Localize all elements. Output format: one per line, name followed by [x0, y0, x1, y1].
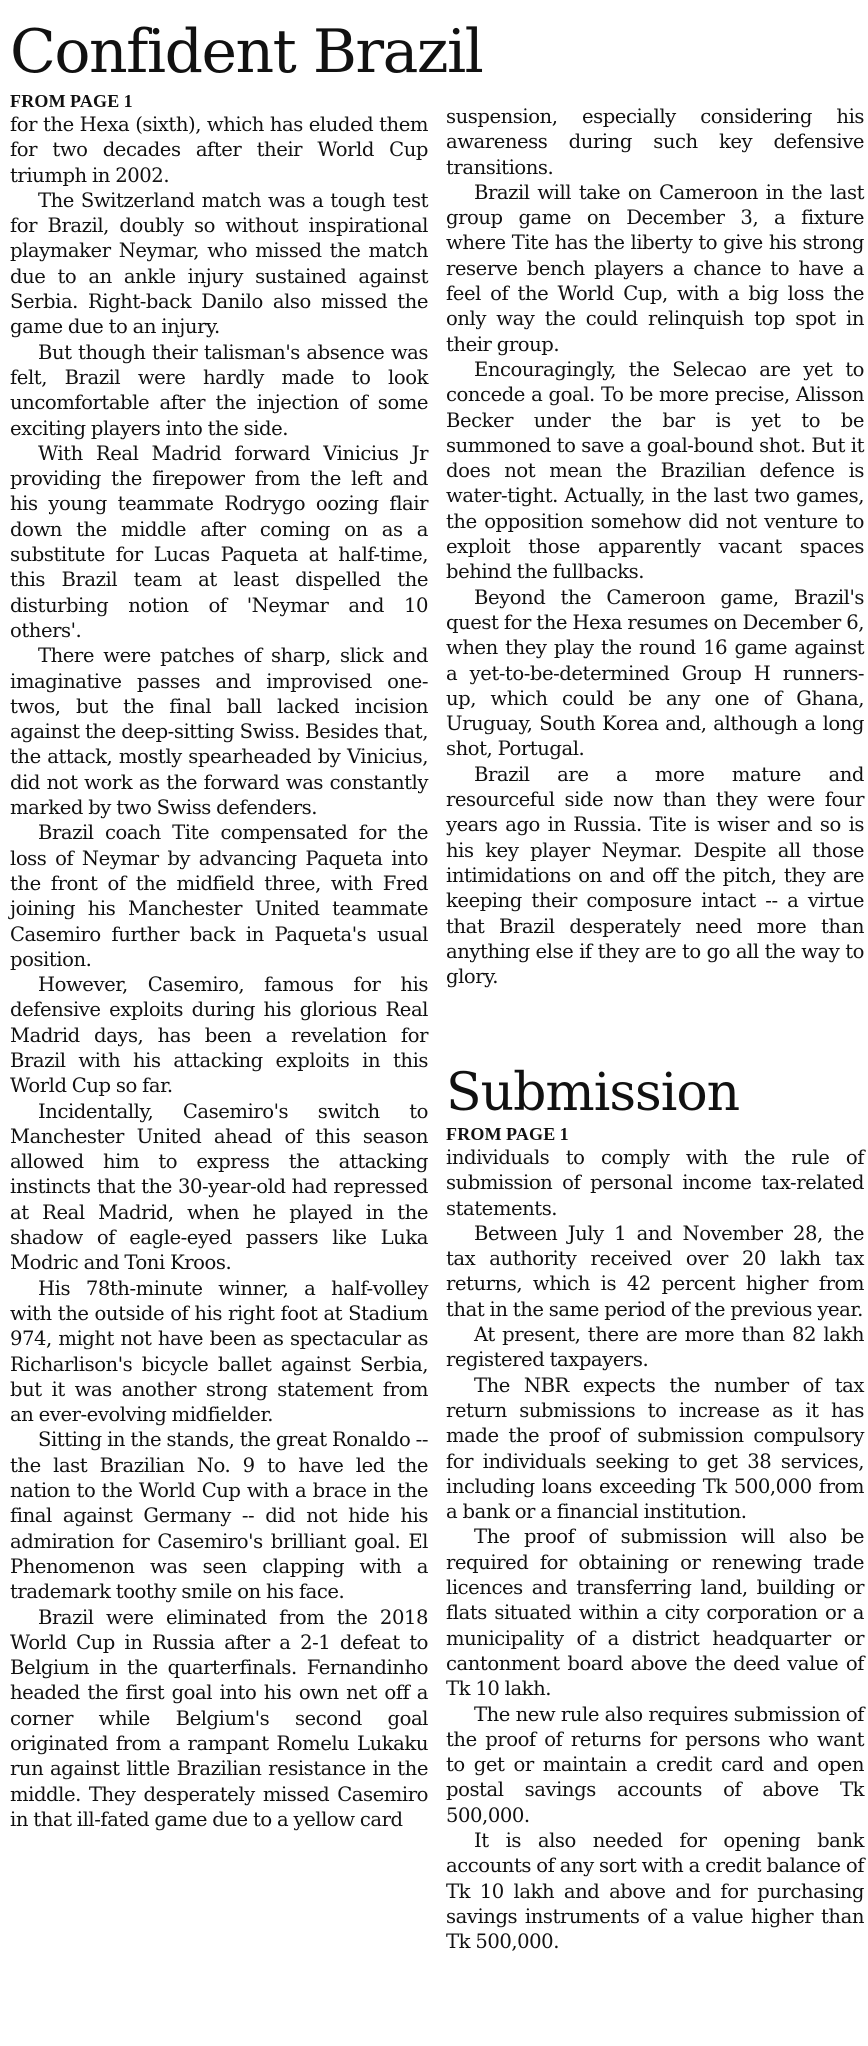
paragraph: His 78th-minute winner, a half-volley with the outside of his right foot at Stadium 974, might not have been as spectacular as Richarlison's bicycle ballet against Serbia, but it was another strong statement from an ever-evolving midfielder.	[10, 1276, 428, 1427]
headline-submission: Submission	[446, 1063, 740, 1123]
paragraph: The new rule also requires submission of the proof of returns for persons who want to get or maintain a credit card and open postal savings accounts of above Tk 500,000.	[446, 1702, 864, 1827]
paragraph: Incidentally, Casemiro's switch to Manchester United ahead of this season allowed him to express the attacking instincts that the 30-year-old had repressed at Real Madrid, when he played in the shadow of eagle-eyed passers like Luka Modric and Toni Kroos.	[10, 1099, 428, 1275]
paragraph: The proof of submission will also be required for obtaining or renewing trade licences and transferring land, building or flats situated within a city corporation or a municipality of a district headquarter or cantonment board above the deed value of Tk 10 lakh.	[446, 1525, 864, 1701]
paragraph: Between July 1 and November 28, the tax authority received over 20 lakh tax returns, which is 42 percent higher from that in the same period of the previous year.	[446, 1221, 864, 1321]
paragraph: With Real Madrid forward Vinicius Jr providing the firepower from the left and his young teammate Rodrygo oozing flair down the middle after coming on as a substitute for Lucas Paqueta at half-time, this Brazil team at least dispelled the disturbing notion of 'Neymar and 10 others'.	[10, 441, 428, 642]
paragraph: Beyond the Cameroon game, Brazil's quest for the Hexa resumes on December 6, when they play the round 16 game against a yet-to-be-determined Group H runners-up, which could be any one of Ghana, Uruguay, South Korea and, although a long shot, Portugal.	[446, 585, 864, 761]
paragraph: Sitting in the stands, the great Ronaldo -- the last Brazilian No. 9 to have led the nation to the World Cup with a brace in the final against Germany -- did not hide his admiration for Casemiro's brilliant goal. El Phenomenon was seen clapping with a trademark toothy smile on his face.	[10, 1428, 428, 1604]
paragraph: individuals to comply with the rule of submission of personal income tax-related statements.	[446, 1146, 864, 1220]
paragraph: The NBR expects the number of tax return submissions to increase as it has made the proof of submission compulsory for individuals seeking to get 38 services, including loans exceeding Tk 500,000 from a bank or a financial institution.	[446, 1373, 864, 1524]
jump-kicker: FROM PAGE 1	[10, 91, 133, 111]
paragraph: The Switzerland match was a tough test for Brazil, doubly so without inspirational playmaker Neymar, who missed the match due to an ankle injury sustained against Serbia. Right-back Danilo also missed the game due to an injury.	[10, 188, 428, 339]
headline-confident-brazil: Confident Brazil	[10, 17, 483, 87]
jump-kicker: FROM PAGE 1	[446, 1124, 569, 1144]
paragraph: Brazil will take on Cameroon in the last group game on December 3, a fixture where Tite has the liberty to give his strong reserve bench players a chance to have a feel of the World Cup, with a big loss the only way the could relinquish top spot in their group.	[446, 180, 864, 356]
paragraph: But though their talisman's absence was felt, Brazil were hardly made to look uncomfortable after the injection of some exciting players into the side.	[10, 340, 428, 440]
paragraph: Brazil coach Tite compensated for the loss of Neymar by advancing Paqueta into the front of the midfield three, with Fred joining his Manchester United teammate Casemiro further back in Paqueta's usual position.	[10, 821, 428, 971]
paragraph: There were patches of sharp, slick and imaginative passes and improvised one-twos, but the final ball lacked incision against the deep-sitting Swiss. Besides that, the attack, mostly spearheaded by Vinicius, did not work as the forward was constantly marked by two Swiss defenders.	[10, 644, 428, 820]
paragraph: However, Casemiro, famous for his defensive exploits during his glorious Real Madrid days, has been a revelation for Brazil with his attacking exploits in this World Cup so far.	[10, 973, 428, 1098]
article-confident-brazil-right-column	[446, 104, 864, 989]
article-submission-column	[446, 1124, 864, 1955]
article-confident-brazil-left-column	[10, 91, 428, 1832]
paragraph: Brazil were eliminated from the 2018 World Cup in Russia after a 2-1 defeat to Belgium in the quarterfinals. Fernandinho headed the first goal into his own net off a corner while Belgium's second goal originated from a rampant Romelu Lukaku run against little Brazilian resistance in the middle. They desperately missed Casemiro in that ill-fated game due to a yellow card	[10, 1605, 428, 1831]
paragraph: Encouragingly, the Selecao are yet to concede a goal. To be more precise, Alisson Becker under the bar is yet to be summoned to save a goal-bound shot. But it does not mean the Brazilian defence is water-tight. Actually, in the last two games, the opposition somehow did not venture to exploit those apparently vacant spaces behind the fullbacks.	[446, 357, 864, 584]
paragraph: Brazil are a more mature and resourceful side now than they were four years ago in Russia. Tite is wiser and so is his key player Neymar. Despite all those intimidations on and off the pitch, they are keeping their composure intact -- a virtue that Brazil desperately need more than anything else if they are to go all the way to glory.	[446, 762, 864, 989]
paragraph: suspension, especially considering his awareness during such key defensive transitions.	[446, 105, 864, 179]
paragraph: It is also needed for opening bank accounts of any sort with a credit balance of Tk 10 lakh and above and for purchasing savings instruments of a value higher than Tk 500,000.	[446, 1829, 864, 1954]
paragraph: At present, there are more than 82 lakh registered taxpayers.	[446, 1323, 864, 1372]
paragraph: for the Hexa (sixth), which has eluded them for two decades after their World Cup triumph in 2002.	[10, 113, 428, 187]
